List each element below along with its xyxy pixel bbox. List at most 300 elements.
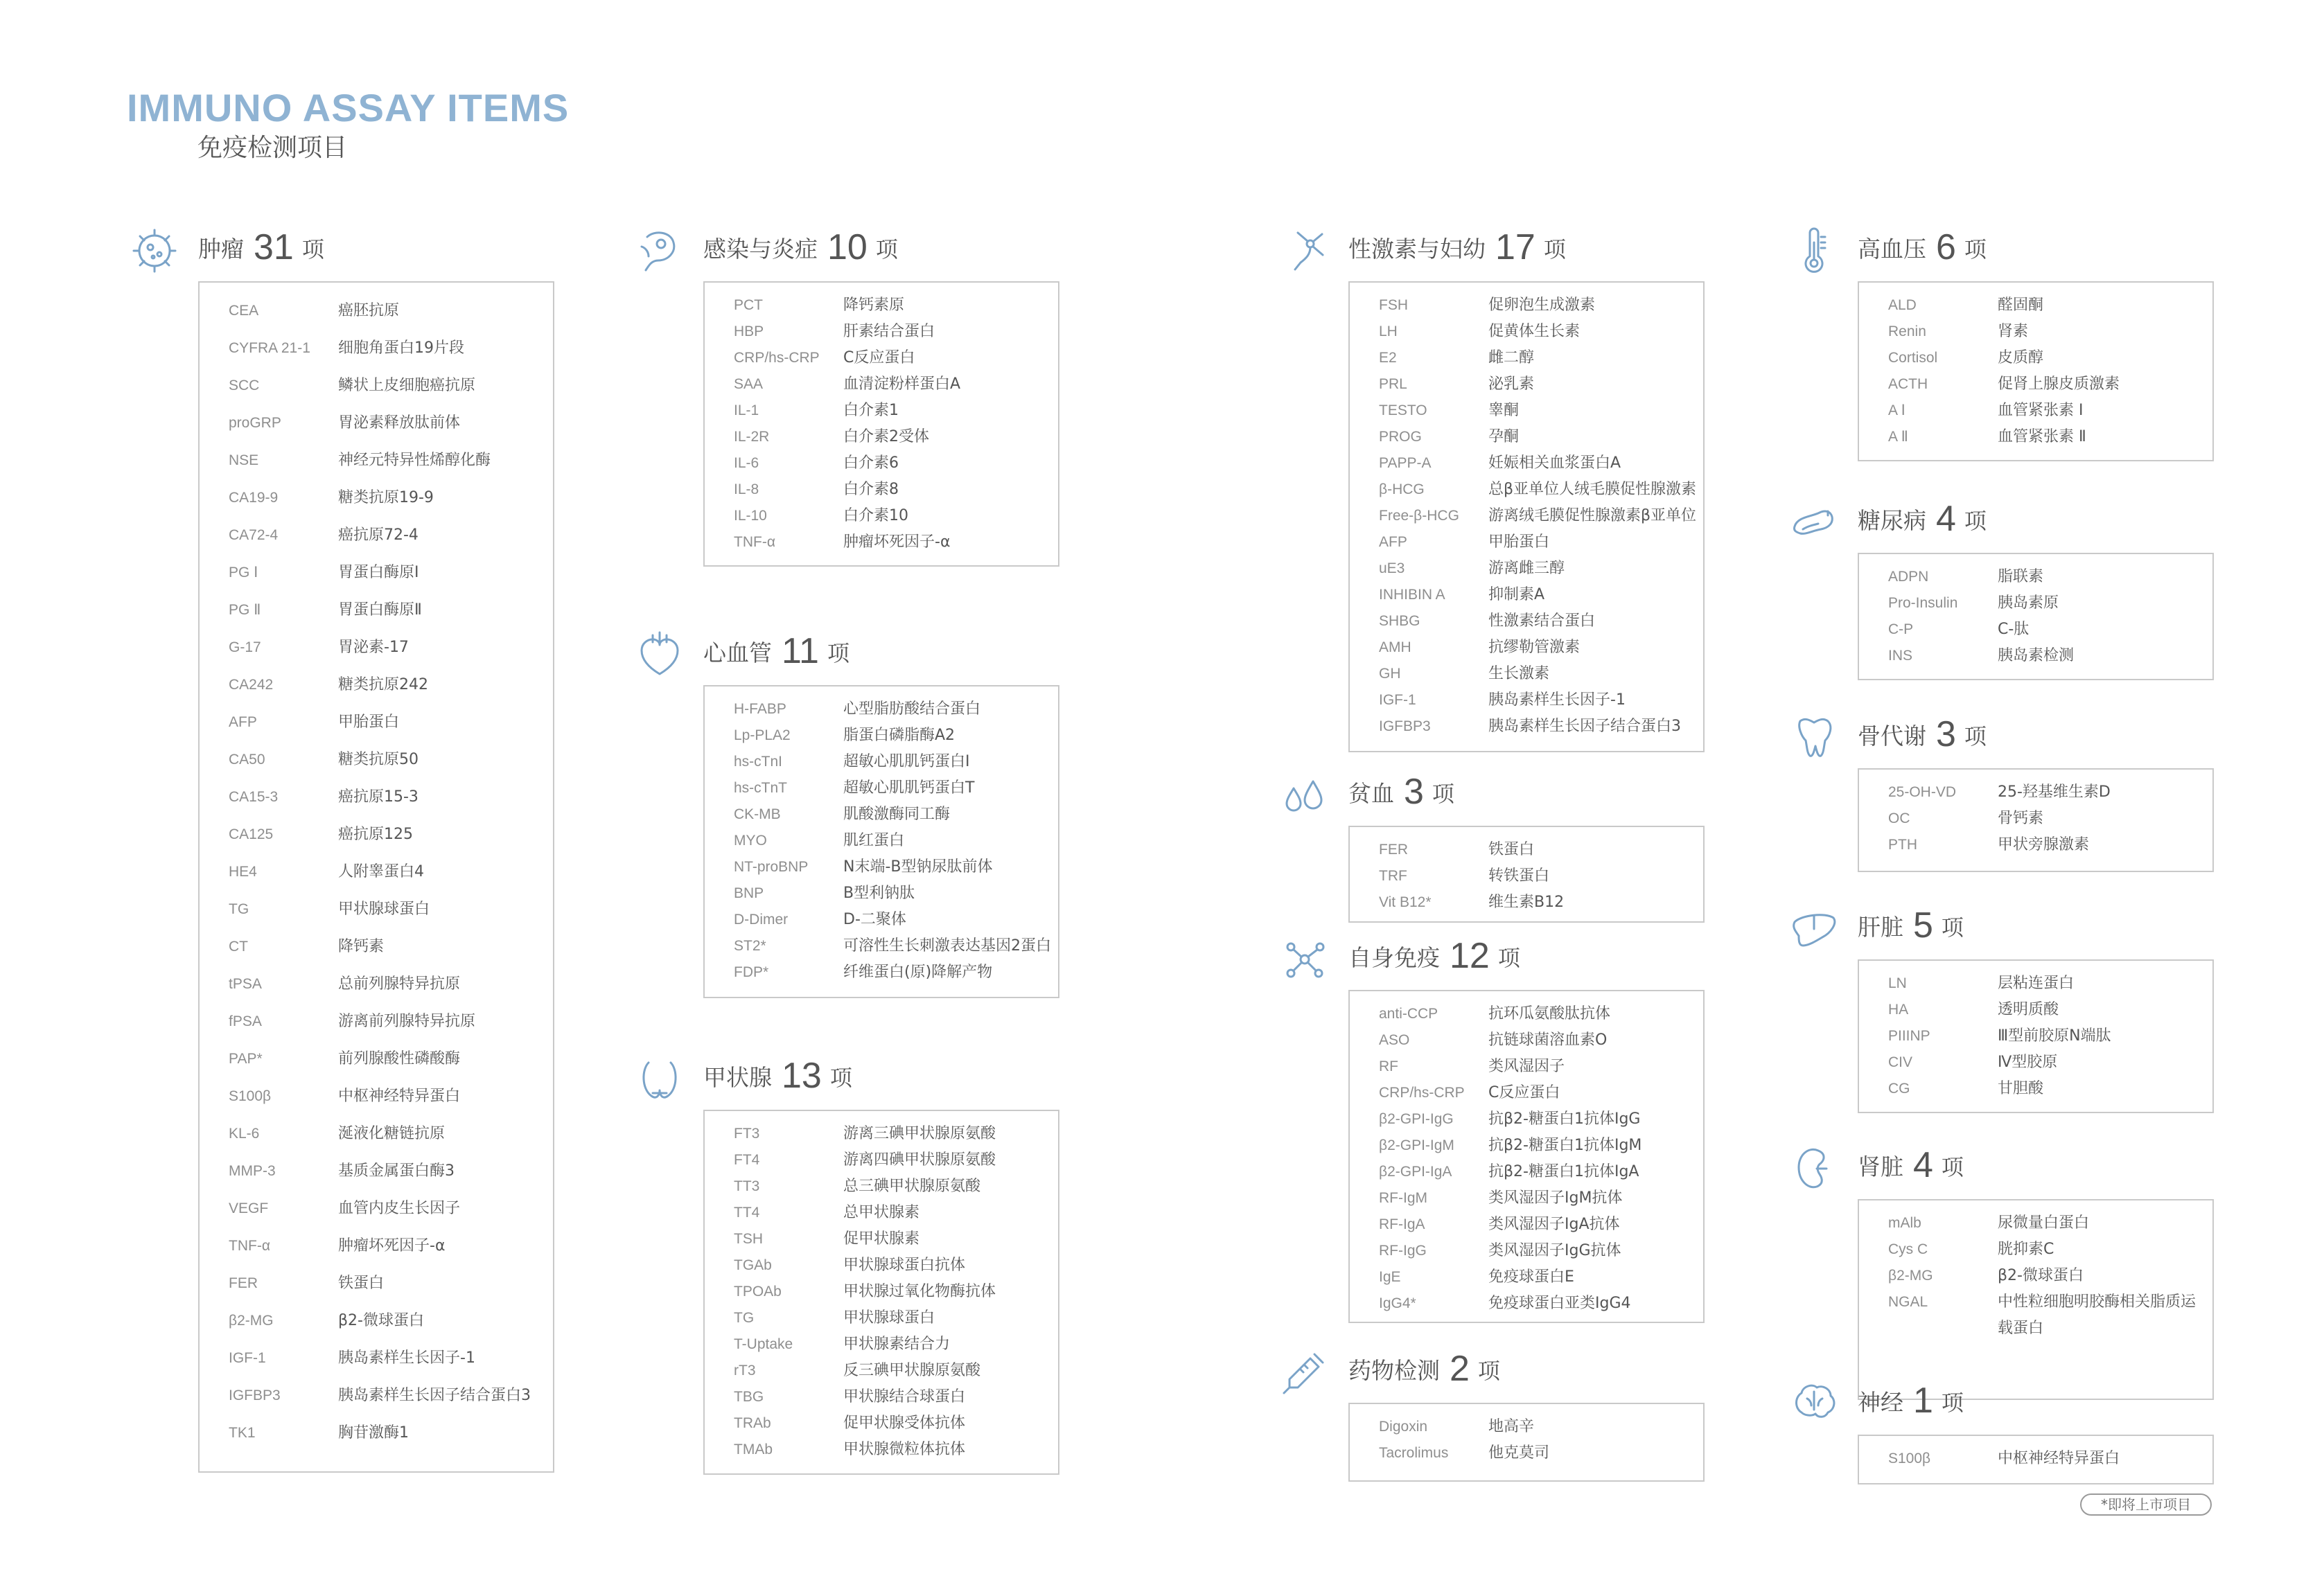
assay-code: PCT: [734, 297, 763, 313]
assay-name: 抗环瓜氨酸肽抗体: [1488, 1005, 1611, 1022]
assay-row: [1379, 1185, 1703, 1212]
assay-name: 血管内皮生长因子: [338, 1200, 461, 1217]
section-title: [1348, 932, 1520, 986]
assay-row: [1379, 319, 1703, 345]
section-unit: 项: [1964, 236, 1987, 263]
section-name: 糖尿病: [1858, 507, 1926, 534]
assay-row: [1888, 345, 2212, 371]
section-name: 肾脏: [1858, 1153, 1903, 1180]
assay-row: [229, 741, 553, 779]
sperm-icon: [1277, 223, 1332, 278]
assay-name: 胃泌素-17: [338, 639, 409, 656]
assay-name: 促甲状腺素: [843, 1230, 920, 1248]
assay-code: ACTH: [1888, 376, 1928, 392]
assay-name: 降钙素: [338, 938, 385, 955]
assay-name: 甲状腺结合球蛋白: [843, 1388, 966, 1406]
assay-name: Ⅲ型前胶原N端肽: [1998, 1027, 2111, 1045]
assay-name: 血清淀粉样蛋白A: [843, 375, 961, 393]
section-name: 贫血: [1348, 780, 1394, 807]
assay-code: D-Dimer: [734, 912, 789, 928]
liver-icon: [1786, 901, 1842, 957]
assay-code: SAA: [734, 376, 764, 392]
assay-name: 游离前列腺特异抗原: [338, 1013, 476, 1030]
assay-row: [734, 1121, 1058, 1147]
assay-code: β2-MG: [229, 1313, 274, 1329]
pancreas-icon: [1786, 495, 1842, 550]
assay-row: [229, 1227, 553, 1265]
assay-row: [1888, 1236, 2212, 1263]
section-count: 17: [1495, 227, 1535, 267]
assay-code: OC: [1888, 810, 1910, 826]
assay-name: 类风湿因子: [1488, 1058, 1565, 1075]
assay-row: [1379, 1414, 1703, 1440]
page-title-zh: 免疫检测项目: [197, 134, 348, 162]
assay-row: [229, 292, 553, 330]
assay-row: [1379, 529, 1703, 556]
assay-row: [229, 1003, 553, 1040]
assay-code: CA19-9: [229, 490, 279, 506]
section-unit: 项: [1432, 781, 1454, 807]
assay-code: proGRP: [229, 415, 281, 431]
section-title: [1348, 1345, 1500, 1399]
assay-name: 涎液化糖链抗原: [338, 1125, 446, 1142]
assay-row: [734, 880, 1058, 907]
assay-name: 癌胚抗原: [338, 302, 400, 319]
assay-code: TT3: [734, 1178, 760, 1194]
assay-name: 超敏心肌肌钙蛋白I: [843, 753, 970, 770]
assay-name: 降钙素原: [843, 296, 905, 314]
assay-name: 肿瘤坏死因子-α: [338, 1237, 446, 1254]
assay-row: [1888, 1210, 2212, 1236]
assay-row: [734, 1173, 1058, 1200]
assay-code: mAlb: [1888, 1215, 1921, 1231]
assay-code: IGF-1: [229, 1350, 266, 1366]
assay-row: [229, 1415, 553, 1452]
assay-code: LH: [1379, 323, 1398, 339]
assay-code: 25-OH-VD: [1888, 784, 1957, 800]
assay-row: [1379, 1054, 1703, 1080]
assay-row: [1888, 832, 2212, 858]
assay-name: 抗链球菌溶血素O: [1488, 1031, 1608, 1049]
assay-code: CRP/hs-CRP: [734, 350, 820, 366]
assay-row: [1888, 319, 2212, 345]
section-unit: 项: [1941, 1390, 1964, 1416]
assay-code: CYFRA 21-1: [229, 340, 310, 356]
assay-name: 促甲状腺受体抗体: [843, 1415, 966, 1432]
section-name: 药物检测: [1348, 1357, 1440, 1384]
assay-row: [229, 479, 553, 517]
assay-row: [229, 966, 553, 1003]
assay-name: C-肽: [1998, 621, 2030, 638]
assay-code: Cys C: [1888, 1241, 1928, 1257]
section-title: [1858, 495, 1987, 549]
section-title: [1858, 901, 1964, 956]
assay-row: [1379, 1440, 1703, 1466]
assay-name: 癌抗原125: [338, 826, 413, 843]
assay-name: C反应蛋白: [843, 349, 915, 366]
assay-row: [734, 1252, 1058, 1279]
assay-row: [1888, 643, 2212, 669]
assay-row: [229, 779, 553, 816]
assay-row: [1379, 687, 1703, 713]
assay-row: [1379, 345, 1703, 371]
assay-code: KL-6: [229, 1126, 260, 1142]
assay-name: β2-微球蛋白: [1998, 1267, 2084, 1284]
assay-row: [734, 1226, 1058, 1252]
assay-row: [229, 330, 553, 367]
assay-code: RF-IgG: [1379, 1243, 1427, 1259]
assay-code: β2-GPI-IgA: [1379, 1164, 1452, 1180]
assay-list: [198, 281, 554, 1473]
section-name: 肿瘤: [198, 236, 244, 263]
assay-name: 胃蛋白酶原Ⅰ: [338, 564, 419, 581]
assay-row: [734, 1384, 1058, 1410]
brain-icon: [1786, 1376, 1842, 1432]
section-count: 13: [782, 1056, 822, 1096]
assay-row: [1888, 970, 2212, 997]
assay-name: 癌抗原15-3: [338, 788, 419, 806]
assay-code: TSH: [734, 1231, 763, 1247]
assay-code: TK1: [229, 1425, 256, 1441]
section-name: 自身免疫: [1348, 944, 1440, 971]
assay-code: TESTO: [1379, 402, 1427, 418]
assay-name: 甲状旁腺激素: [1998, 836, 2090, 853]
assay-row: [734, 907, 1058, 933]
section-count: 11: [782, 631, 819, 671]
assay-row: [229, 816, 553, 853]
assay-row: [229, 853, 553, 891]
assay-name: 胱抑素C: [1998, 1241, 2054, 1258]
assay-code: RF-IgM: [1379, 1190, 1427, 1206]
assay-code: IGFBP3: [1379, 718, 1431, 734]
assay-name: 反三碘甲状腺原氨酸: [843, 1362, 981, 1379]
section-count: 1: [1913, 1381, 1933, 1421]
assay-row: [734, 1305, 1058, 1331]
assay-name: 白介素10: [843, 507, 908, 524]
assay-name: 肌红蛋白: [843, 832, 905, 849]
assay-code: HBP: [734, 323, 764, 339]
assay-code: Digoxin: [1379, 1419, 1428, 1435]
assay-name: 肾素: [1998, 323, 2029, 340]
assay-code: hs-cTnT: [734, 780, 788, 796]
assay-code: S100β: [229, 1088, 272, 1104]
section-unit: 项: [829, 1065, 852, 1091]
assay-name: 肝素结合蛋白: [843, 323, 935, 340]
assay-row: [734, 345, 1058, 371]
assay-code: AFP: [1379, 534, 1407, 550]
assay-name: 纤维蛋白(原)降解产物: [843, 964, 993, 981]
assay-row: [1379, 1106, 1703, 1133]
assay-code: CA72-4: [229, 527, 279, 543]
section-count: 31: [254, 227, 294, 267]
assay-list: [1858, 768, 2214, 872]
assay-name: 胃泌素释放肽前体: [338, 414, 461, 432]
assay-row: [1379, 371, 1703, 398]
section-title: [1858, 223, 1987, 278]
assay-name: 类风湿因子IgG抗体: [1488, 1242, 1621, 1259]
assay-row: [1379, 477, 1703, 503]
assay-name: 脂蛋白磷脂酶A2: [843, 727, 956, 744]
section-count: 3: [1404, 772, 1424, 812]
thyroid-icon: [632, 1052, 687, 1107]
assay-code: PG Ⅰ: [229, 565, 258, 580]
assay-name: 血管紧张素 Ⅰ: [1998, 402, 2084, 419]
assay-name: 促肾上腺皮质激素: [1998, 375, 2120, 393]
assay-name: 醛固酮: [1998, 296, 2044, 314]
assay-code: AMH: [1379, 639, 1411, 655]
assay-row: [1888, 1446, 2212, 1472]
assay-row: [1379, 1212, 1703, 1238]
assay-code: CK-MB: [734, 806, 781, 822]
assay-row: [734, 319, 1058, 345]
molecule-icon: [1277, 932, 1332, 987]
assay-row: [1888, 1263, 2212, 1289]
assay-code: β2-GPI-IgM: [1379, 1137, 1454, 1153]
assay-code: SCC: [229, 378, 260, 393]
assay-row: [1379, 1264, 1703, 1291]
section-unit: 项: [1964, 723, 1987, 750]
assay-code: β-HCG: [1379, 481, 1425, 497]
assay-code: MMP-3: [229, 1163, 276, 1179]
assay-name: 甲状腺球蛋白: [843, 1309, 935, 1327]
assay-row: [734, 749, 1058, 775]
virus-icon: [632, 223, 687, 278]
assay-name: 抗β2-糖蛋白1抗体IgA: [1488, 1163, 1639, 1180]
assay-name: 甘胆酸: [1998, 1080, 2044, 1097]
assay-row: [1379, 556, 1703, 582]
assay-name: 妊娠相关血浆蛋白A: [1488, 454, 1621, 472]
section-count: 4: [1913, 1145, 1933, 1185]
section-name: 心血管: [703, 639, 772, 666]
assay-row: [229, 1040, 553, 1078]
assay-name: 游离三碘甲状腺原氨酸: [843, 1125, 996, 1142]
assay-code: Pro-Insulin: [1888, 595, 1958, 611]
assay-code: anti-CCP: [1379, 1006, 1438, 1022]
assay-name: 游离四碘甲状腺原氨酸: [843, 1151, 996, 1169]
assay-row: [1379, 1133, 1703, 1159]
assay-name: 基质金属蛋白酶3: [338, 1162, 455, 1180]
assay-row: [1379, 1238, 1703, 1264]
assay-code: PTH: [1888, 837, 1917, 853]
assay-code: TNF-α: [229, 1238, 270, 1254]
assay-row: [734, 1358, 1058, 1384]
section-title: [1858, 1376, 1964, 1431]
assay-name: 中枢神经特异蛋白: [1998, 1450, 2120, 1467]
assay-name: 25-羟基维生素D: [1998, 783, 2111, 801]
assay-code: TPOAb: [734, 1284, 782, 1300]
assay-name: 孕酮: [1488, 428, 1520, 445]
assay-name: 胃蛋白酶原Ⅱ: [338, 601, 422, 619]
assay-row: [1379, 635, 1703, 661]
assay-name: 胰岛素样生长因子结合蛋白3: [1488, 718, 1681, 735]
bone-icon: [1786, 710, 1842, 765]
assay-code: MYO: [734, 833, 767, 849]
assay-code: S100β: [1888, 1451, 1931, 1466]
section-title: [703, 1052, 852, 1106]
assay-row: [229, 891, 553, 928]
assay-row: [1379, 503, 1703, 529]
section-count: 12: [1450, 936, 1490, 976]
assay-row: [229, 704, 553, 741]
assay-name: 类风湿因子IgM抗体: [1488, 1189, 1623, 1207]
assay-row: [1379, 398, 1703, 424]
assay-row: [734, 828, 1058, 854]
assay-name: 性激素结合蛋白: [1488, 612, 1596, 630]
assay-name: 神经元特异性烯醇化酶: [338, 452, 491, 469]
assay-code: ALD: [1888, 297, 1917, 313]
assay-code: IGF-1: [1379, 692, 1416, 708]
assay-row: [229, 405, 553, 442]
assay-list: [1858, 959, 2214, 1113]
assay-code: TRF: [1379, 868, 1407, 884]
assay-row: [734, 1279, 1058, 1305]
assay-code: IL-2R: [734, 429, 770, 445]
assay-name: 泌乳素: [1488, 375, 1535, 393]
assay-row: [734, 854, 1058, 880]
assay-code: hs-cTnI: [734, 754, 783, 770]
assay-name: D-二聚体: [843, 911, 906, 928]
assay-code: IgG4*: [1379, 1295, 1416, 1311]
heart-icon: [632, 627, 687, 682]
assay-list: [1858, 1199, 2214, 1400]
page-title-en: IMMUNO ASSAY ITEMS: [127, 86, 570, 130]
assay-name: 总β亚单位人绒毛膜促性腺激素: [1488, 481, 1697, 498]
section-title: [1348, 223, 1566, 278]
assay-row: [229, 1078, 553, 1115]
assay-name: 胰岛素样生长因子结合蛋白3: [338, 1387, 531, 1404]
assay-row: [1379, 582, 1703, 608]
assay-name: 总三碘甲状腺原氨酸: [843, 1178, 981, 1195]
assay-name: B型利钠肽: [843, 885, 915, 902]
assay-code: CG: [1888, 1081, 1910, 1097]
assay-row: [229, 554, 553, 592]
assay-row: [1379, 1027, 1703, 1054]
assay-code: PIIINP: [1888, 1028, 1930, 1044]
assay-row: [229, 1340, 553, 1377]
section-unit: 项: [875, 236, 898, 263]
assay-name: 甲状腺球蛋白抗体: [843, 1257, 966, 1274]
assay-name: 肌酸激酶同工酶: [843, 806, 951, 823]
section-count: 4: [1936, 499, 1956, 539]
assay-code: H-FABP: [734, 701, 786, 717]
assay-name: 透明质酸: [1998, 1001, 2059, 1018]
assay-code: Renin: [1888, 323, 1926, 339]
assay-row: [1379, 424, 1703, 450]
section-count: 2: [1450, 1349, 1470, 1389]
assay-code: ST2*: [734, 938, 766, 954]
footnote-badge: *即将上市项目: [2080, 1493, 2212, 1516]
section-name: 甲状腺: [703, 1064, 772, 1091]
assay-code: T-Uptake: [734, 1336, 793, 1352]
assay-name: 抗缪勒管激素: [1488, 639, 1581, 656]
assay-row: [229, 928, 553, 966]
assay-name: 肿瘤坏死因子-α: [843, 533, 951, 551]
assay-code: PG Ⅱ: [229, 602, 261, 618]
assay-name: 甲状腺素结合力: [843, 1336, 951, 1353]
assay-row: [1379, 837, 1703, 863]
assay-row: [1888, 590, 2212, 617]
assay-code: FT4: [734, 1152, 760, 1168]
assay-name: 总前列腺特异抗原: [338, 975, 461, 993]
assay-name: 胰岛素样生长因子-1: [1488, 691, 1626, 709]
section-unit: 项: [1941, 1154, 1964, 1180]
assay-code: CA242: [229, 677, 274, 693]
assay-row: [1888, 371, 2212, 398]
section-title: [1858, 710, 1987, 765]
assay-code: TMAb: [734, 1442, 773, 1457]
section-name: 高血压: [1858, 236, 1926, 263]
assay-code: Tacrolimus: [1379, 1445, 1449, 1461]
assay-row: [734, 424, 1058, 450]
syringe-icon: [1277, 1345, 1332, 1400]
assay-code: β2-GPI-IgG: [1379, 1111, 1454, 1127]
assay-code: Vit B12*: [1379, 894, 1432, 910]
assay-code: HA: [1888, 1002, 1909, 1018]
assay-code: NGAL: [1888, 1294, 1928, 1310]
assay-code: Lp-PLA2: [734, 727, 791, 743]
assay-name: 血管紧张素 Ⅱ: [1998, 428, 2086, 445]
assay-code: NT-proBNP: [734, 859, 809, 875]
assay-row: [229, 629, 553, 666]
section-unit: 项: [1941, 914, 1964, 941]
assay-name: 癌抗原72-4: [338, 526, 419, 544]
assay-row: [1888, 292, 2212, 319]
assay-list: [1348, 826, 1705, 923]
assay-name: 铁蛋白: [338, 1275, 385, 1292]
assay-name: β2-微球蛋白: [338, 1312, 424, 1329]
section-unit: 项: [1964, 508, 1987, 534]
assay-row: [734, 933, 1058, 959]
assay-code: PAPP-A: [1379, 455, 1432, 471]
assay-name: Ⅳ型胶原: [1998, 1054, 2058, 1071]
assay-row: [734, 1200, 1058, 1226]
assay-code: IGFBP3: [229, 1387, 281, 1403]
assay-row: [734, 529, 1058, 556]
assay-code: INHIBIN A: [1379, 587, 1445, 603]
assay-name: 白介素8: [843, 481, 899, 498]
assay-name: 人附睾蛋白4: [338, 863, 424, 880]
assay-row: [229, 1265, 553, 1302]
assay-row: [734, 1331, 1058, 1358]
assay-row: [1379, 863, 1703, 889]
assay-name: 甲状腺过氧化物酶抗体: [843, 1283, 996, 1300]
section-unit: 项: [1497, 945, 1520, 971]
assay-row: [734, 722, 1058, 749]
assay-code: TBG: [734, 1389, 764, 1405]
section-unit: 项: [1477, 1358, 1500, 1384]
section-title: [703, 627, 850, 682]
assay-code: CEA: [229, 303, 259, 319]
assay-row: [1379, 292, 1703, 319]
assay-code: G-17: [229, 639, 261, 655]
assay-code: E2: [1379, 350, 1397, 366]
assay-row: [734, 450, 1058, 477]
assay-code: uE3: [1379, 560, 1405, 576]
assay-name: 免疫球蛋白E: [1488, 1268, 1574, 1286]
section-name: 神经: [1858, 1389, 1903, 1416]
assay-name: 糖类抗原242: [338, 676, 428, 693]
section-unit: 项: [301, 236, 324, 263]
assay-name: 睾酮: [1488, 402, 1520, 419]
assay-list: [1858, 1435, 2214, 1484]
assay-code: PRL: [1379, 376, 1407, 392]
assay-row: [734, 1410, 1058, 1437]
assay-row: [1888, 398, 2212, 424]
assay-code: VEGF: [229, 1200, 269, 1216]
assay-row: [1888, 564, 2212, 590]
assay-list: [1348, 281, 1705, 752]
assay-code: TRAb: [734, 1415, 771, 1431]
